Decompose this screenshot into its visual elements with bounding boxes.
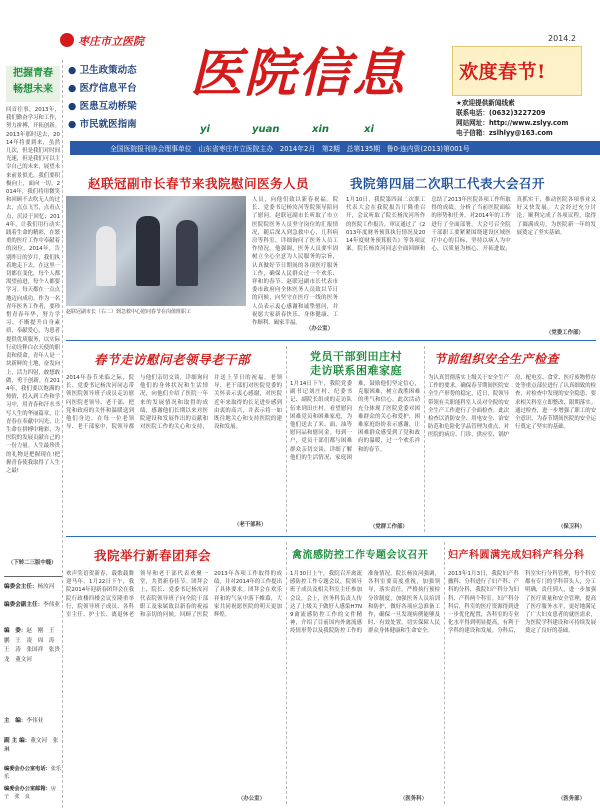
article-photo — [66, 196, 246, 306]
photo-caption: 赵联冠副市长（右二）到急救中心慰问春节在岗值班职工 — [66, 309, 192, 315]
article-bird-flu-meeting — [290, 540, 440, 808]
bullet-icon: ● — [68, 83, 77, 94]
article-body: 1月14日下午，我院党委副书记刘庄村、纪委书记、副院长组成的走访队伍来到田庄村，看望慰问困难党员和困难家庭，为他们送去了米、面、油等慰问品和慰问金。每到一户，党员干部们都与困难群众亲切交谈，详细了解他们的生活情况、家庭困难，鼓励他们坚定信心，克服困难，树立战胜困难的勇气和信心。此次活动充分体现了医院党委对困难群众的关心和爱护，困难家庭纷纷表示感谢，让困难群众感受到了党和政府的温暖，过一个欢乐祥和的春节。 — [290, 381, 420, 461]
festival-box — [452, 46, 582, 96]
article-title: 禽流感防控工作专题会议召开 — [292, 550, 429, 561]
newspaper-title — [190, 34, 410, 124]
festival-text: 欢度春节! — [459, 61, 546, 83]
article-source: （保卫科） — [558, 524, 585, 530]
menu-item-guide: ● 市民就医指南 — [68, 119, 137, 130]
article-body: 欢声笑语贺新春，载歌载舞迎马年。1月22日下午，我院2014年迎新春团拜会在我院行政楼四楼会议室隆重举行，院领导班子成员、各科室主任、护士长、离退休老领导和老干部代表欢聚一堂，共贺新春佳节。团拜会上，院长、党委书记杨汝河代表院领导班子向全院干部职工及家属致以新春的祝福和亲切的问候，回顾了医院2013年各项工作取得的成绩，并对2014年的工作提出了具体要求。团拜会在欢乐祥和的气氛中落下帷幕，大家共同祝愿医院的明天更加辉煌。 — [66, 571, 282, 619]
column-divider — [286, 542, 287, 804]
contact-line: 电子信箱：zslhlyy@163.com — [456, 129, 553, 137]
photo-figure — [96, 226, 116, 286]
title-char-3: 信 — [298, 43, 351, 104]
column-divider — [444, 542, 445, 804]
article-title-line2: 走访联系困难家庭 — [310, 364, 402, 377]
staff-entry: 编委会办公室电话：张乐乐 — [4, 766, 62, 780]
sidebar-column — [4, 60, 63, 808]
article-retired-cadres — [66, 344, 282, 534]
sidebar-essay: 回首往事，2013年，我们勤奋学习和工作，努力拼搏，开拓创新。2013年那时送去，2014年将要到来，虽然几次，但是我们对时间光速，但是我们可以主宰自己的未来，展望未来前景似光，我们要积极向上，面向一切。2014年，我们将用微笑和回顾不去吹无人的过去，点点飞雪，点看点点，沉浸于回忆；2014年，让我们用行动实践着生命的精彩，在繁重的医疗工作中奉献着的岗位。2014年，告别昨日的岁月，我们执着地走下去。在这里一切都在变化，每个人都渴望前进，每个人都要学习。每天都在一点点地迈向成功。作为一名青年医务工作者，要珍惜青春年华，努力学习，不断提升自身素质，奉献爱心，为患者提供优质服务，以实际行动诠释白衣天使的职责和使命。青年人是一块新鲜的土地，奋发向上，活力四射，敢想敢做，勇于创新。在2014年，我们要以饱满的热情，投入到工作和学习中，用青春和汗水书写人生的华丽篇章，让青春在奉献中闪光，让生命在拼搏中精彩，为医院的发展贡献自己的一份力量。人生最珍贵的礼物是把握现在!把握青春使我取得了人生之最! — [6, 107, 60, 474]
staff-entry: 编委会主任：杨汝河 — [4, 584, 55, 590]
article-body: 2013年1月3日，我院妇产科撤科、分科进行了妇产科、产科的分科，我院妇产科分为妇科、产科两个科室。妇产科分科后，科室的医疗资源得到进一步优化配置，各科室的专业化水平得到明显提高，有利于学科的建设和发展。分科后，科室实行分科管理，每个科室都有专门的学科带头人，分工明确，责任到人，进一步加强了医疗质量和安全管理，提高了医疗服务水平，更好地满足了广大妇女患者的就医需求，为医院学科建设和可持续发展奠定了良好的基础。 — [448, 571, 596, 635]
photo-figure — [176, 220, 198, 286]
sidebar-title: 把握青春 畅想未来 — [6, 66, 60, 102]
article-title: 我院第四届二次职工代表大会召开 — [350, 176, 546, 191]
article-body: 1月30日上午，我院召开禽流感防控工作专题会议，院领导班子成员及相关科室主任参加会议。会上，医务科负责人传达了上级关于做好人感染H7N9禽流感防控工作的文件精神，介绍了目前国内外禽流感疫情形势以及我院防控工作的准备情况。院长杨汝河强调，各科室要高度重视，加强领导，落实责任，严格执行预检分诊制度，加强医务人员培训和防护，做好各项应急准备工作，确保一旦发现病例能够及时、有效处置，切实保障人民群众身体健康和生命安全。 — [290, 571, 440, 635]
issue-year: 2014.2 — [548, 34, 576, 43]
article-source: （老干部科） — [234, 522, 267, 528]
sidebar-continued-note: （下转二三版中缝） — [8, 560, 57, 566]
staff-entry: 编 委：赵 刚 王 鹏 王 凌 周 涛 王 涛 张国祥 张贵龙 董文河 — [4, 628, 60, 663]
article-title: 妇产科圆满完成妇科产科分科 — [448, 550, 585, 561]
menu-item-policy: ● 卫生政策动态 — [68, 65, 137, 76]
menu-item-platform: ● 医疗信息平台 — [68, 83, 137, 94]
section-divider — [66, 536, 596, 537]
article-source: （党群工作部） — [370, 524, 408, 530]
article-source: （党委工作部） — [546, 330, 584, 336]
logo-text: 枣庄市立医院 — [78, 35, 144, 48]
bullet-icon: ● — [68, 101, 77, 112]
article-title: 春节走访慰问老领导老干部 — [94, 352, 251, 367]
contact-line: 联系电话：(0632)3227209 — [456, 109, 546, 117]
article-source: （医务科） — [400, 796, 427, 802]
title-char-4: 息 — [352, 43, 405, 104]
staff-entry: 编委会副主任：李伟业 — [4, 602, 60, 608]
staff-entry: 编委会办公室邮箱：房 子 张 良 — [4, 786, 62, 800]
article-village-visit — [290, 344, 420, 534]
article-title: 节前组织安全生产检查 — [434, 352, 560, 366]
article-body: 为认真贯彻落实上级关于安全生产工作的要求，确保春节期间医院安全生产形势的稳定，近日，院领导带领有关职能科室人员对全院的安全生产工作进行了全面检查。此次检查以消防安全、用电安全、治安防范和危险化学品管理为重点，对医院的病房、门诊、供应室、锅炉房、配电室、食堂、医疗废物暂存处等重点部位进行了认真细致的检查，对检查中发现的安全隐患，要求相关科室立即整改，限期落实。通过检查，进一步增强了职工的安全意识，为春节期间医院的安全运行奠定了坚实的基础。 — [428, 375, 596, 439]
bullet-icon: ● — [68, 119, 77, 130]
article-obstetrics-split — [448, 540, 596, 808]
article-body: 2014年春节来临之际，院长、党委书记杨汝河同志带领医院领导班子成员走访慰问医院老领导、老干部，把党和政府的关怀和温暖送到他们身边。在每一位老领导、老干部家中，院领导都与他们亲切交谈，详细询问他们的身体状况和生活情况，向他们介绍了医院一年来的发展情况和取得的成绩，感谢他们长期以来对医院建设和发展作出的贡献和对医院工作的关心和支持，并送上节日的祝福。老领导、老干部们对医院党委的关怀表示衷心感谢，对医院近年来取得的长足进步感到由衷的高兴，并表示将一如既往地关心和支持医院的建设和发展。 — [66, 375, 282, 431]
section-divider — [66, 340, 596, 341]
staff-entry: 主 编：李伟业 — [4, 718, 44, 724]
article-title: 赵联冠副市长春节来我院慰问医务人员 — [88, 176, 310, 191]
article-title-line1: 党员干部到田庄村 — [310, 350, 402, 363]
article-safety-inspection — [428, 344, 596, 534]
masthead — [0, 0, 600, 172]
logo-emblem-icon — [60, 33, 74, 47]
article-vice-mayor-visit — [66, 160, 338, 340]
contact-info — [456, 98, 596, 138]
bullet-icon: ● — [68, 65, 77, 76]
article-new-year-reception — [66, 540, 282, 808]
article-body: 1月10日，我院第四届二次职工代表大会在我院报告厅隆重召开，会议听取了院长杨汝河所作的医院工作报告，审议通过了《2013年度财务预算执行情况及2014年度财务预算报告》等各项议案。院长杨汝河同志全面回顾和总结了2013年医院各项工作所取得的成绩，分析了当前医院面临的形势和任务，对2014年的工作进行了全面部署。大会号召全院干部职工要紧紧围绕建设区域医疗中心的目标，坚持以病人为中心，以质量为核心，开拓进取，真抓实干，推动医院各项事业又好又快发展。大会经过充分讨论，顺利完成了各项议程，取得了圆满成功，为医院新一年的发展奠定了坚实基础。 — [346, 197, 596, 253]
title-char-2: 院 — [244, 43, 297, 104]
article-source: （办公室） — [238, 796, 265, 802]
masthead-menu — [68, 62, 178, 134]
staff-entry: 副 主 编：董文河 张 琳 — [4, 738, 64, 753]
column-divider — [424, 346, 425, 532]
article-source: （办公室） — [306, 326, 333, 332]
staff-box — [4, 576, 62, 805]
article-source: （医务部） — [558, 796, 585, 802]
contact-line: ★欢迎提供新闻线索 — [456, 99, 515, 107]
hospital-logo — [60, 32, 170, 50]
contact-line: 网站网址：http://www.zslyy.com — [456, 119, 569, 127]
article-title: 我院举行新春团拜会 — [94, 548, 212, 563]
article-workers-congress — [346, 160, 596, 340]
title-pinyin: yi yuan xin xi — [200, 124, 374, 135]
column-divider — [286, 346, 287, 532]
menu-item-bridge: ● 医患互动桥梁 — [68, 101, 137, 112]
masthead-banner: 全国医院报刊协会理事单位 山东省枣庄市立医院主办 2014年2月 第2期 总第135期 鲁0·连内资(2013)第001号 — [70, 141, 600, 155]
title-char-1: 医 — [190, 43, 243, 104]
article-body: 人员，向他们致以新春祝福。院长、党委书记杨汝河等院领导陪同了慰问。赵联冠副市长听取了市立医院院医务人员坚守岗位的汇报情况，随后深入到急救中心、儿科病房等科室，详细询问了医务人员工作情况。他强调，医务人员要牢固树立全心全意为人民服务的宗旨，认真做好节日期间的各项医疗服务工作，确保人民群众过一个欢乐、祥和的春节。赵联冠副市长代表市委市政府向全体医务人员致以节日的问候，向坚守在医疗一线的医务人员表示衷心感谢和诚挚慰问，并祝愿大家新春快乐、身体健康、工作顺利、阖家幸福。 — [252, 197, 338, 327]
photo-figure — [136, 216, 160, 286]
